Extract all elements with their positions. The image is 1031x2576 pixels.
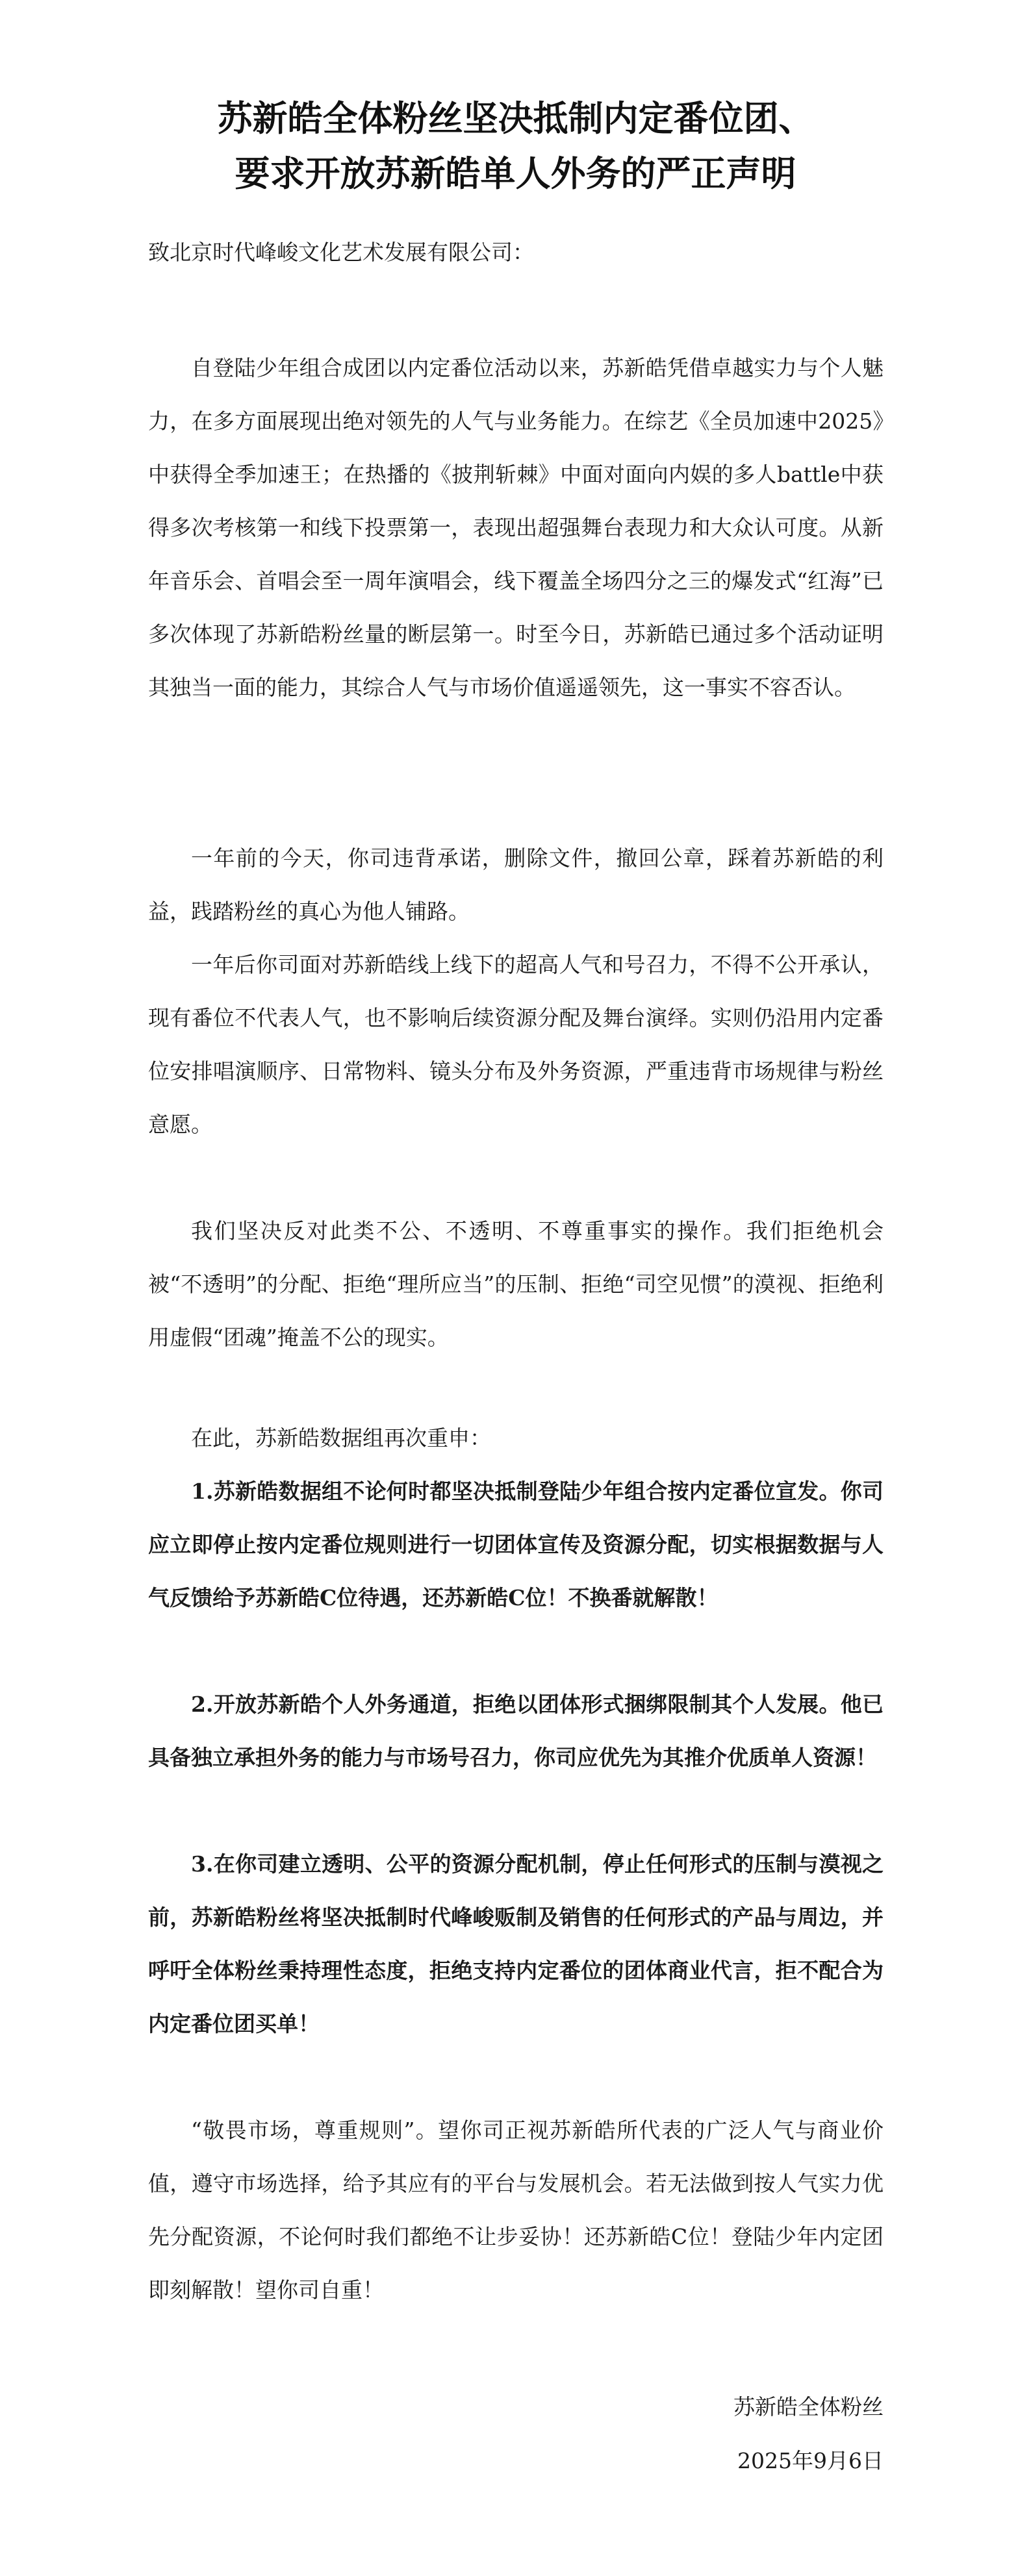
demand-3: 3.在你司建立透明、公平的资源分配机制，停止任何形式的压制与漠视之前，苏新皓粉丝将坚决抵制时代峰峻贩制及销售的任何形式的产品与周边，并呼吁全体粉丝秉持理性态度，拒绝支持内定番位的团体商业代言，拒不配合为内定番位团买单！	[148, 1851, 884, 2036]
salutation: 致北京时代峰峻文化艺术发展有限公司：	[148, 240, 534, 265]
paragraph-reaffirm-intro: 在此，苏新皓数据组再次重申：	[191, 1425, 491, 1451]
paragraph-one-year-later: 一年后你司面对苏新皓线上线下的超高人气和号召力，不得不公开承认，现有番位不代表人气，也不影响后续资源分配及舞台演绎。实则仍沿用内定番位安排唱演顺序、日常物料、镜头分布及外务资源，严重违背市场规律与粉丝意愿。	[148, 952, 884, 1137]
statement-title-line-2: 要求开放苏新皓单人外务的严正声明	[235, 153, 796, 194]
statement-title-line-1: 苏新皓全体粉丝坚决抵制内定番位团、	[217, 97, 814, 139]
paragraph-opposition: 我们坚决反对此类不公、不透明、不尊重事实的操作。我们拒绝机会被“不透明”的分配、拒绝“理所应当”的压制、拒绝“司空见惯”的漠视、拒绝利用虚假“团魂”掩盖不公的现实。	[148, 1218, 884, 1350]
paragraph-closing: “敬畏市场，尊重规则”。望你司正视苏新皓所代表的广泛人气与商业价值，遵守市场选择，给予其应有的平台与发展机会。若无法做到按人气实力优先分配资源，不论何时我们都绝不让步妥协！还苏新皓C位！登陆少年内定团即刻解散！望你司自重！	[148, 2118, 884, 2303]
demand-1: 1.苏新皓数据组不论何时都坚决抵制登陆少年组合按内定番位宣发。你司应立即停止按内定番位规则进行一切团体宣传及资源分配，切实根据数据与人气反馈给予苏新皓C位待遇，还苏新皓C位！不换番就解散！	[148, 1479, 884, 1610]
paragraph-achievements: 自登陆少年组合成团以内定番位活动以来，苏新皓凭借卓越实力与个人魅力，在多方面展现出绝对领先的人气与业务能力。在综艺《全员加速中2025》中获得全季加速王；在热播的《披荆斩棘》中面对面向内娱的多人battle中获得多次考核第一和线下投票第一，表现出超强舞台表现力和大众认可度。从新年音乐会、首唱会至一周年演唱会，线下覆盖全场四分之三的爆发式“红海”已多次体现了苏新皓粉丝量的断层第一。时至今日，苏新皓已通过多个活动证明其独当一面的能力，其综合人气与市场价值遥遥领先，这一事实不容否认。	[148, 355, 884, 700]
signature-date: 2025年9月6日	[737, 2448, 884, 2473]
signature-name: 苏新皓全体粉丝	[733, 2394, 884, 2420]
paragraph-one-year-ago: 一年前的今天，你司违背承诺，删除文件，撤回公章，踩着苏新皓的利益，践踏粉丝的真心为他人铺路。	[148, 845, 884, 924]
demand-2: 2.开放苏新皓个人外务通道，拒绝以团体形式捆绑限制其个人发展。他已具备独立承担外务的能力与市场号召力，你司应优先为其推介优质单人资源！	[148, 1692, 884, 1770]
